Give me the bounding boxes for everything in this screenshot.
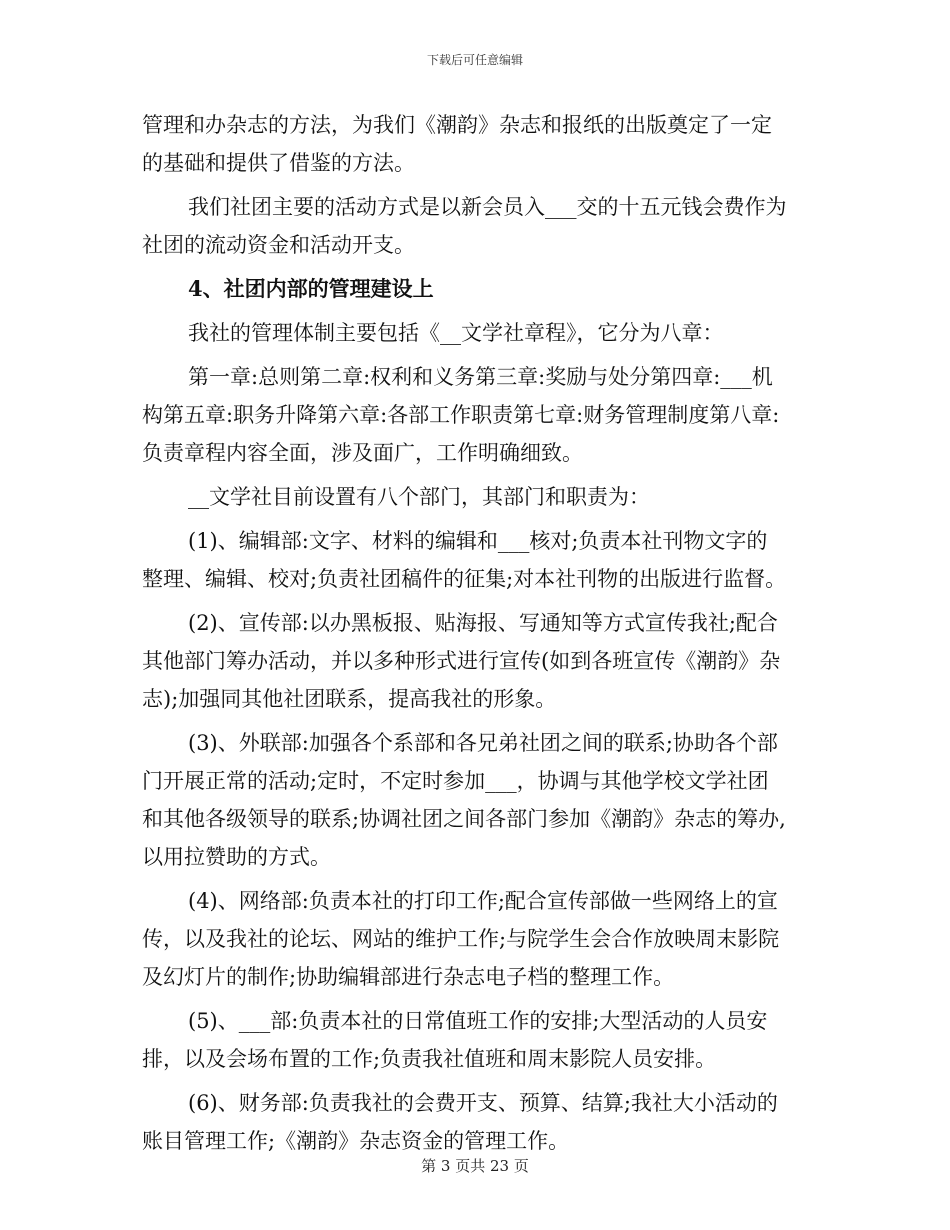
page-header: 下载后可任意编辑 <box>426 53 523 67</box>
text-line: 我们社团主要的活动方式是以新会员入___交的十五元钱会费作为 <box>188 195 787 219</box>
text-line: 志);加强同其他社团联系，提高我社的形象。 <box>142 687 557 711</box>
section-heading: 4、社团内部的管理建设上 <box>188 276 434 301</box>
text-line: 我社的管理体制主要包括《__文学社章程》，它分为八章： <box>188 321 724 345</box>
text-line: 以用拉赞助的方式。 <box>142 845 331 869</box>
text-line: 其他部门筹办活动，并以多种形式进行宣传(如到各班宣传《潮韵》杂 <box>142 649 781 673</box>
text-line: 排，以及会场布置的工作;负责我社值班和周末影院人员安排。 <box>142 1047 717 1071</box>
text-line: 构第五章:职务升降第六章:各部工作职责第七章:财务管理制度第八章: <box>142 403 780 427</box>
document-body <box>142 106 810 1160</box>
text-line: 社团的流动资金和活动开支。 <box>142 233 415 257</box>
text-line: 和其他各级领导的联系;协调社团之间各部门参加《潮韵》杂志的筹办, <box>142 807 786 831</box>
text-line: 门开展正常的活动;定时，不定时参加___，协调与其他学校文学社团 <box>142 769 769 793</box>
text-line: 账目管理工作;《潮韵》杂志资金的管理工作。 <box>142 1129 570 1153</box>
text-line: 管理和办杂志的方法，为我们《潮韵》杂志和报纸的出版奠定了一定 <box>142 113 772 137</box>
text-line: (4)、网络部:负责本社的打印工作;配合宣传部做一些网络上的宣 <box>188 889 778 913</box>
text-line: 负责章程内容全面，涉及面广，工作明确细致。 <box>142 441 583 465</box>
text-line: 的基础和提供了借鉴的方法。 <box>142 151 415 175</box>
page-footer: 第 3 页共 23 页 <box>421 1157 529 1175</box>
text-line: 第一章:总则第二章:权利和义务第三章:奖励与处分第四章:___机 <box>188 365 773 389</box>
text-line: 及幻灯片的制作;协助编辑部进行杂志电子档的整理工作。 <box>142 965 675 989</box>
text-line: (3)、外联部:加强各个系部和各兄弟社团之间的联系;协助各个部 <box>188 731 778 755</box>
text-line: (5)、___部:负责本社的日常值班工作的安排;大型活动的人员安 <box>188 1009 768 1033</box>
text-line: (2)、宣传部:以办黑板报、贴海报、写通知等方式宣传我社;配合 <box>188 611 778 635</box>
text-line: 传，以及我社的论坛、网站的维护工作;与院学生会合作放映周末影院 <box>142 927 780 951</box>
text-line: (1)、编辑部:文字、材料的编辑和___核对;负责本社刊物文字的 <box>188 529 768 553</box>
text-line: (6)、财务部:负责我社的会费开支、预算、结算;我社大小活动的 <box>188 1091 778 1115</box>
text-line: __文学社目前设置有八个部门，其部门和职责为： <box>188 485 650 509</box>
text-line: 整理、编辑、校对;负责社团稿件的征集;对本社刊物的出版进行监督。 <box>142 567 787 591</box>
